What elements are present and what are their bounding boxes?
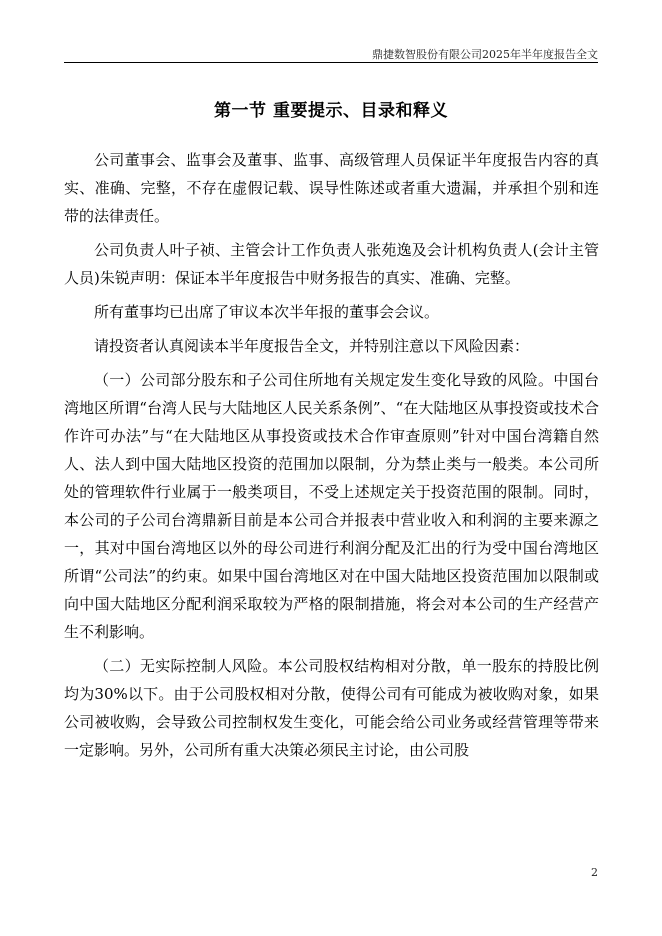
paragraph-responsible-persons-statement: 公司负责人叶子祯、主管会计工作负责人张苑逸及会计机构负责人(会计主管人员)朱锐声明：保证本半年度报告中财务报告的真实、准确、完整。 (64, 241, 599, 287)
section-title: 第一节 重要提示、目录和释义 (214, 101, 448, 121)
paragraph-board-attendance: 所有董事均已出席了审议本次半年报的董事会会议。 (94, 303, 440, 321)
paragraph-risk-notice: 请投资者认真阅读本半年度报告全文，并特别注意以下风险因素： (94, 337, 530, 355)
document-body (64, 146, 599, 770)
paragraph-directors-guarantee: 公司董事会、监事会及董事、监事、高级管理人员保证半年度报告内容的真实、准确、完整，不存在虚假记载、误导性陈述或者重大遗漏，并承担个别和连带的法律责任。 (64, 151, 599, 225)
running-header: 鼎捷数智股份有限公司2025年半年度报告全文 (372, 48, 598, 61)
page-number: 2 (591, 866, 598, 879)
header-divider (64, 62, 598, 63)
paragraph-risk-1: （一）公司部分股东和子公司住所地有关规定发生变化导致的风险。中国台湾地区所谓“台湾人民与大陆地区人民关系条例”、“在大陆地区从事投资或技术合作许可办法”与“在大陆地区从事投资或技术合作审查原则”针对中国台湾籍自然人、法人到中国大陆地区投资的范围加以限制，分为禁止类与一般类。本公司所处的管理软件行业属于一般类项目，不受上述规定关于投资范围的限制。同时，本公司的子公司台湾鼎新目前是本公司合并报表中营业收入和利润的主要来源之一，其对中国台湾地区以外的母公司进行利润分配及汇出的行为受中国台湾地区所谓“公司法”的约束。如果中国台湾地区对在中国大陆地区投资范围加以限制或向中国大陆地区分配利润采取较为严格的限制措施，将会对本公司的生产经营产生不利影响。 (64, 371, 599, 641)
paragraph-risk-2: （二）无实际控制人风险。本公司股权结构相对分散，单一股东的持股比例均为30%以下。由于公司股权相对分散，使得公司有可能成为被收购对象，如果公司被收购，会导致公司控制权发生变化，可能会给公司业务或经营管理等带来一定影响。另外，公司所有重大决策必须民主讨论，由公司股 (64, 657, 599, 759)
